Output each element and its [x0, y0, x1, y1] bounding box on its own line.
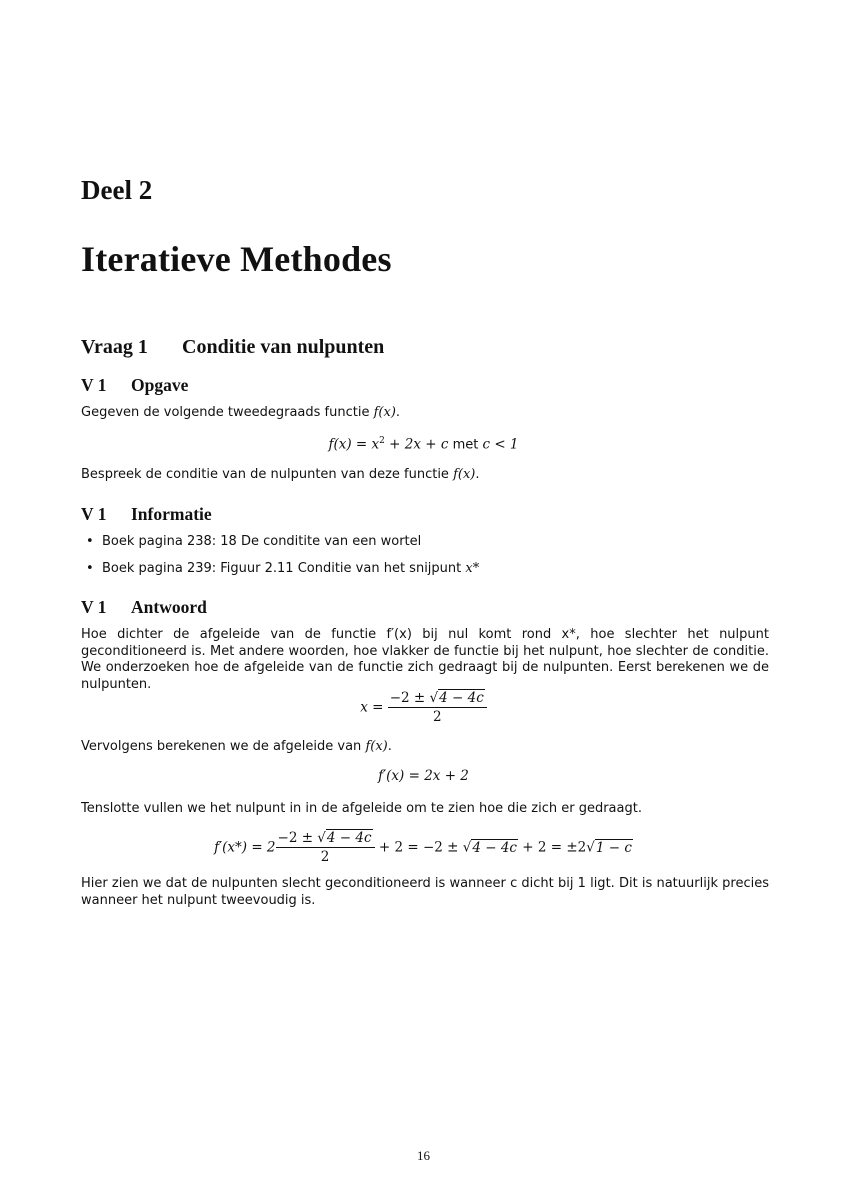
math-fx: f(x) [453, 467, 476, 482]
section-title: Informatie [131, 504, 212, 524]
exponent: 2 [379, 436, 385, 446]
text: . [475, 467, 480, 482]
radicand: 4 − 4c [439, 690, 484, 706]
eq-lhs: x = [360, 699, 384, 716]
radicand: 4 − 4c [472, 839, 517, 856]
part-label: Deel 2 [81, 175, 153, 205]
math-xstar: x* [465, 561, 480, 576]
section-heading-informatie [81, 504, 212, 525]
list-item [81, 534, 479, 561]
equation-derivative-at-root [0, 830, 847, 865]
section-number: V 1 [81, 375, 107, 395]
equation-fx [0, 436, 847, 453]
denominator: 2 [432, 709, 442, 725]
list-item-text: Boek pagina 239: Figuur 2.11 Conditie van het snijpunt [102, 561, 466, 576]
equation-derivative: f′(x) = 2x + 2 [378, 768, 469, 784]
bullet: • [86, 534, 94, 549]
denominator: 2 [320, 849, 330, 865]
math-fx: f(x) [365, 739, 388, 754]
chapter-number: Vraag 1 [81, 336, 148, 358]
eq-part: −2 ± √ [389, 690, 439, 706]
text: Gegeven de volgende tweedegraads functie [81, 405, 374, 420]
section-number: V 1 [81, 504, 107, 524]
section-heading-opgave [81, 375, 188, 396]
fraction [276, 830, 375, 865]
list-item [81, 561, 479, 588]
antwoord-paragraph-1: Hoe dichter de afgeleide van de functie f′(x) bij nul komt rond x*, hoe slechter het nulpunt geconditioneerd is. Met andere woorden, hoe vlakker de functie bij het nulpunt, hoe slechter de conditie. We onderzoeken hoe de afgeleide van de functie zich gedraagt bij de nulpunten. Eerst berekenen we de nulpunten. [81, 627, 769, 692]
eq-condition: c < 1 [482, 436, 519, 453]
eq-part: + 2 = −2 ± √ [378, 839, 472, 856]
eq-text: met [448, 437, 483, 453]
eq-part: + 2 = ±2√ [517, 839, 595, 856]
eq-part: −2 ± √ [277, 830, 326, 846]
antwoord-paragraph-3: Tenslotte vullen we het nulpunt in in de afgeleide om te zien hoe die zich er gedraagt. [81, 801, 642, 816]
part-title: Iteratieve Methodes [81, 239, 392, 279]
radicand: 4 − 4c [326, 830, 372, 846]
opgave-intro [81, 405, 769, 422]
numerator [276, 830, 375, 848]
eq-part: f(x) = x [328, 436, 380, 453]
text: Bespreek de conditie van de nulpunten van deze functie [81, 467, 454, 482]
text: Vervolgens berekenen we de afgeleide van [81, 739, 366, 754]
opgave-question [81, 467, 769, 484]
bullet: • [86, 561, 94, 576]
section-title: Opgave [131, 375, 189, 395]
eq-lhs: f′(x*) = 2 [214, 839, 276, 856]
list-item-text: Boek pagina 238: 18 De conditite van een wortel [102, 534, 422, 549]
section-number: V 1 [81, 597, 107, 617]
info-list [81, 534, 479, 588]
numerator [388, 690, 487, 708]
radicand: 1 − c [595, 839, 632, 856]
equation-roots [0, 690, 847, 725]
page-number: 16 [417, 1148, 430, 1163]
chapter-title: Conditie van nulpunten [182, 336, 385, 358]
antwoord-paragraph-4: Hier zien we dat de nulpunten slecht geconditioneerd is wanneer c dicht bij 1 ligt. Dit is natuurlijk precies wanneer het nulpunt tweevoudig is. [81, 876, 769, 908]
antwoord-paragraph-2 [81, 739, 769, 756]
section-title: Antwoord [131, 597, 207, 617]
text: . [395, 405, 401, 420]
fraction [388, 690, 487, 725]
chapter-heading [81, 336, 384, 359]
math-fx: f(x) [373, 405, 396, 420]
text: . [387, 739, 392, 754]
eq-part: + 2x + c [384, 436, 449, 453]
section-heading-antwoord [81, 597, 207, 618]
